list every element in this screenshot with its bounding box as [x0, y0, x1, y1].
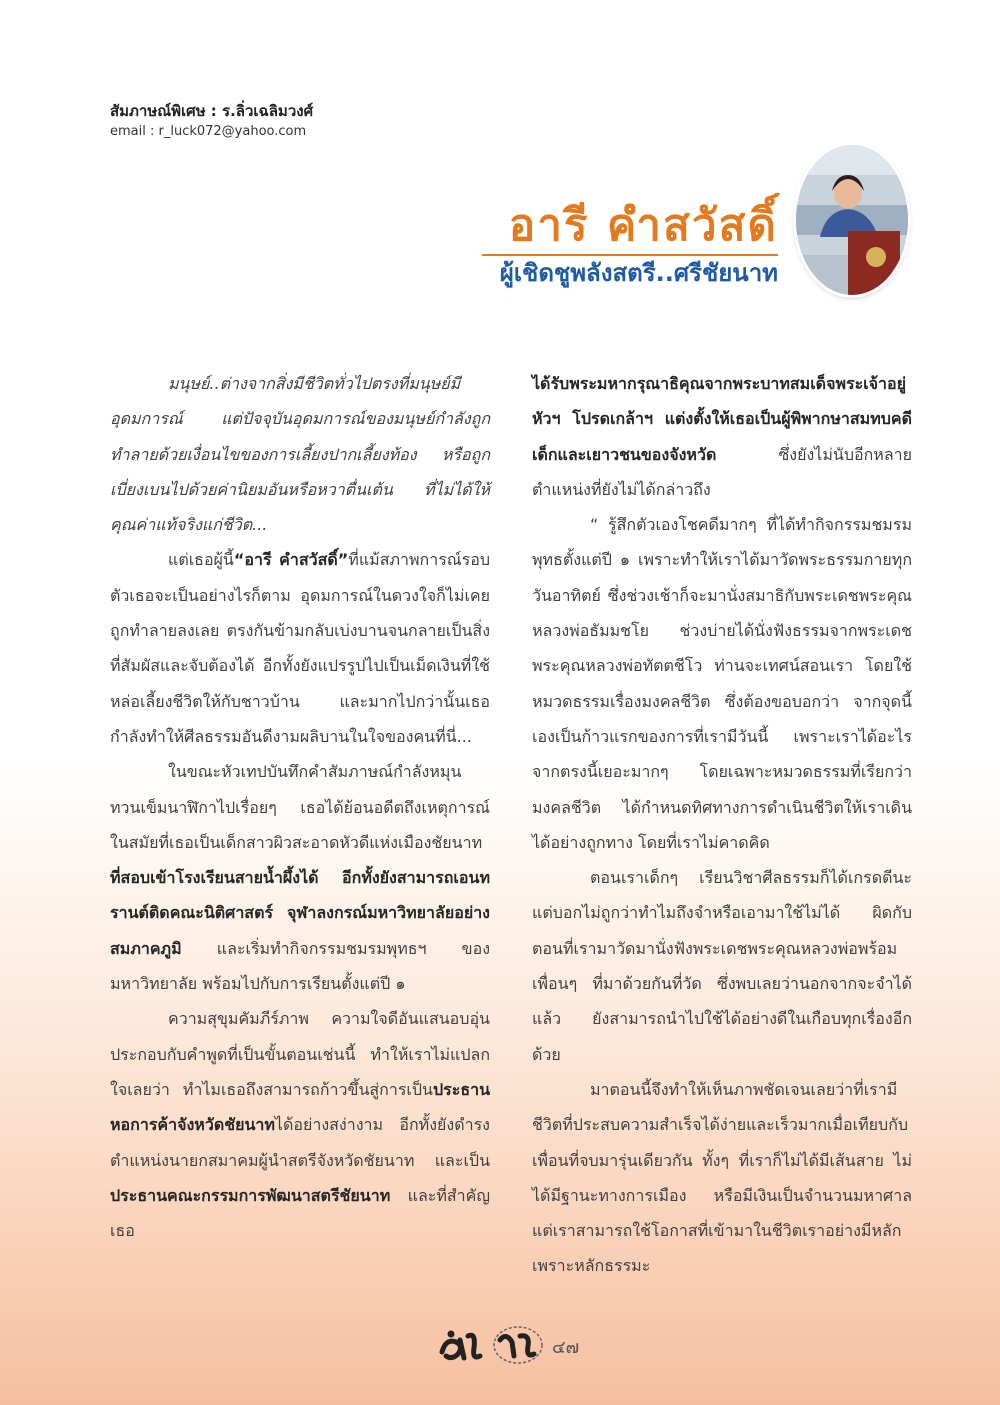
author-email: email : r_luck072@yahoo.com [110, 124, 307, 139]
portrait-photo [796, 145, 908, 295]
page-number: ๔๗ [552, 1337, 580, 1358]
intro-paragraph: มนุษย์..ต่างจากสิ่งมีชีวิตทั่วไปตรงที่มนุษย์มีอุดมการณ์ แต่ปัจจุบันอุดมการณ์ของมนุษย์กำลังถูกทำลายด้วยเงื่อนไขของการเลี้ยงปากเลี้ยงท้อง หรือถูกเบี่ยงเบนไปด้วยค่านิยมอันหรือหวาตื่นเต้น ที่ไม่ได้ให้คุณค่าแท้จริงแก่ชีวิต... [110, 374, 490, 535]
paragraph-text: แต่เธอผู้นี้ [168, 550, 234, 570]
paragraph-text: ในขณะหัวเทปบันทึกคำสัมภาษณ์กำลังหมุนทวนเข็มนาฬิกาไปเรื่อยๆ เธอได้ย้อนอดีตถึงเหตุการณ์ในสมัยที่เธอเป็นเด็กสาวผิวสะอาดหัวดีแห่งเมืองชัยนาท [110, 762, 490, 852]
paragraph-text: ความสุขุมคัมภีร์ภาพ ความใจดีอันแสนอบอุ่น ประกอบกับคำพูดที่เป็นขั้นตอนเช่นนี้ ทำให้เราไม่แปลกใจเลยว่า ทำไมเธอถึงสามารถก้าวขึ้นสู่การเป็น [110, 1009, 490, 1099]
subject-name: “อารี คำสวัสดิ์” [233, 550, 349, 570]
quote-paragraph: “ รู้สึกตัวเองโชคดีมากๆ ที่ได้ทำกิจกรรมชมรมพุทธตั้งแต่ปี ๑ เพราะทำให้เราได้มาวัดพระธรรมกายทุกวันอาทิตย์ ซึ่งช่วงเช้าก็จะมานั่งสมาธิกับพระเดชพระคุณหลวงพ่อธัมมชโย ช่วงบ่ายได้นั่งฟังธรรมจากพระเดชพระคุณหลวงพ่อทัตตชีโว ท่านจะเทศน์สอนเรา โดยใช้หมวดธรรมเรื่องมงคลชีวิต ซึ่งต้องขอบอกว่า จากจุดนี้เองเป็นก้าวแรกของการที่เรามีวันนี้ เพราะเราได้อะไรจากตรงนี้เยอะมากๆ โดยเฉพาะหมวดธรรมที่เรียกว่ามงคลชีวิต ได้กำหนดทิศทางการดำเนินชีวิตให้เราเดินได้อย่างถูกทาง โดยที่เราไม่คาดคิด [532, 515, 912, 852]
bold-highlight: ประธานหอการค้าจังหวัดชัยนาท [110, 1079, 490, 1135]
left-column [110, 366, 490, 1248]
bold-highlight: ได้รับพระมหากรุณาธิคุณจากพระบาทสมเด็จพระเจ้าอยู่หัวฯ โปรดเกล้าฯ แต่งตั้งให้เธอเป็นผู้พิพากษาสมทบคดีเด็กและเยาวชนของจังหวัด [532, 374, 912, 464]
portrait-illustration-icon [796, 145, 908, 295]
right-column [532, 366, 912, 1284]
bold-highlight: ประธานคณะกรรมการพัฒนาสตรีชัยนาท [110, 1185, 391, 1205]
paragraph-text: ซึ่งยังไม่นับอีกหลายตำแหน่งที่ยังไม่ได้กล่าวถึง [532, 444, 912, 499]
body-paragraph [110, 1001, 490, 1248]
column-label: สัมภาษณ์พิเศษ : ร.ลิ่วเฉลิมวงศ์ [110, 102, 314, 120]
paragraph-text: ที่แม้สภาพการณ์รอบตัวเธอจะเป็นอย่างไรก็ตาม อุดมการณ์ในดวงใจก็ไม่เคยถูกทำลายลงเลย ตรงกันข้ามกลับเบ่งบานจนกลายเป็นสิ่งที่สัมผัสและจับต้องได้ อีกทั้งยังแปรรูปไปเป็นเม็ดเงินที่ใช้หล่อเลี้ยงชีวิตให้กับชาวบ้าน และมากไปกว่านั้นเธอกำลังทำให้ศีลธรรมอันดีงามผลิบานในใจของคนที่นี่... [110, 550, 490, 746]
bold-highlight: ที่สอบเข้าโรงเรียนสายน้ำผึ้งได้ อีกทั้งยังสามารถเอนทรานต์ติดคณะนิติศาสตร์ จุฬาลงกรณ์มหาวิทยาลัยอย่างสมภาคภูมิ [110, 868, 490, 958]
body-paragraph: ตอนเราเด็กๆ เรียนวิชาศีลธรรมก็ได้เกรดดีนะ แต่บอกไม่ถูกว่าทำไมถึงจำหรือเอามาใช้ไม่ได้ ผิดกับตอนที่เรามาวัดมานั่งฟังพระเดชพระคุณหลวงพ่อพร้อมเพื่อนๆ ที่มาด้วยกันที่วัด ซึ่งพบเลยว่านอกจากจะจำได้แล้ว ยังสามารถนำไปใช้ได้อย่างดีในเกือบทุกเรื่องอีกด้วย [532, 868, 912, 1064]
paragraph-text: ได้อย่างสง่างาม อีกทั้งยังดำรงตำแหน่งนายกสมาคมผู้นำสตรีจังหวัดชัยนาท และเป็น [110, 1115, 490, 1170]
paragraph-text: และเริ่มทำกิจกรรมชมรมพุทธฯ ของมหาวิทยาลัย พร้อมไปกับการเรียนตั้งแต่ปี ๑ [110, 938, 490, 994]
article-header [110, 100, 313, 142]
article-subtitle: ผู้เชิดชูพลังสตรี..ศรีชัยนาท [499, 259, 778, 287]
article-title: อารี คำสวัสดิ์ [508, 200, 778, 251]
page-footer [436, 1318, 596, 1368]
magazine-logo-icon [436, 1318, 548, 1368]
body-paragraph [110, 754, 490, 1001]
body-paragraph [532, 366, 912, 507]
paragraph-text: และที่สำคัญเธอ [110, 1185, 490, 1241]
body-paragraph [110, 542, 490, 754]
body-paragraph: มาตอนนี้จึงทำให้เห็นภาพชัดเจนเลยว่าที่เรามีชีวิตที่ประสบความสำเร็จได้ง่ายและเร็วมากเมื่อเทียบกับเพื่อนที่จบมารุ่นเดียวกัน ทั้งๆ ที่เราก็ไม่ได้มีเส้นสาย ไม่ได้มีฐานะทางการเมือง หรือมีเงินเป็นจำนวนมหาศาล แต่เราสามารถใช้โอกาสที่เข้ามาในชีวิตเราอย่างมีหลัก เพราะหลักธรรมะ [532, 1079, 912, 1276]
